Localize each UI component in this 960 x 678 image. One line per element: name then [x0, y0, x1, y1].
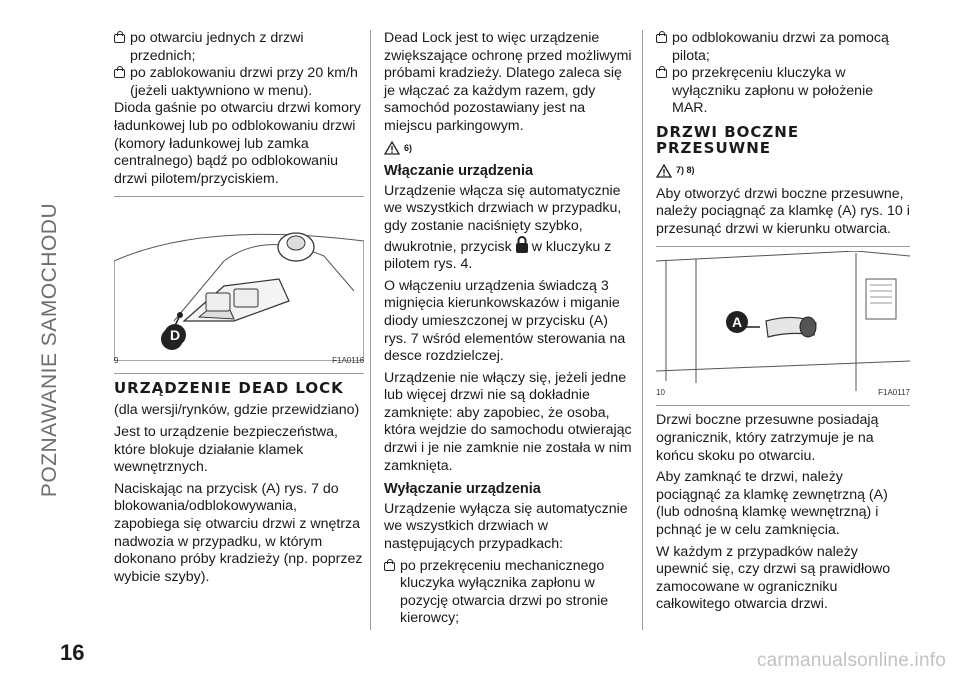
callout-label-d: D [164, 324, 186, 346]
column-1 [114, 30, 364, 590]
paragraph: Drzwi boczne przesuwne posiadają ogranicznik, który zatrzymuje je na końcu skoku po otwarciu. [656, 412, 879, 464]
warning-reference: 6) [384, 140, 634, 158]
bullet-icon [656, 34, 667, 43]
paragraph: Dioda gaśnie po otwarciu drzwi komory ładunkowej lub po odblokowaniu drzwi (komory ładunkowej lub zamka centralnego) bądź po odblokowaniu drzwi pilotem/przyciskiem. [114, 100, 361, 187]
figure-code: F1A0116 [332, 355, 364, 365]
column-3 [656, 30, 910, 618]
bullet-item: po przekręceniu mechanicznego kluczyka wyłącznika zapłonu w pozycję otwarcia drzwi po stronie kierowcy; [384, 558, 634, 628]
bullet-icon [114, 69, 125, 78]
paragraph: Urządzenie nie włączy się, jeżeli jedne lub więcej drzwi nie są dokładnie zamknięte: aby zapobiec, że osoba, która wejdzie do samochodu otwierając drzwi i je nie zamknie nie została w nim zamknięta. [384, 369, 632, 474]
paragraph: Dead Lock jest to więc urządzenie zwiększające ochronę przed możliwymi próbami kradzieży. Dlatego zaleca się je włączać za każdym razem, gdy samochód pozostawiany jest na miejscu parkingowym. [384, 30, 632, 134]
section-heading: DRZWI BOCZNE PRZESUWNE [656, 122, 800, 157]
bullet-item: po przekręceniu kluczyka w wyłączniku zapłonu w położenie MAR. [656, 65, 910, 118]
subheading: Wyłączanie urządzenia [384, 481, 541, 498]
door-switch-illustration [114, 201, 364, 361]
bullet-item: po zablokowaniu drzwi przy 20 km/h (jeżeli uaktywniono w menu). [114, 65, 364, 100]
warning-triangle-icon [656, 164, 672, 178]
column-2 [384, 30, 634, 628]
bullet-icon [114, 34, 125, 43]
warning-reference: 7) 8) [656, 162, 910, 180]
bullet-item: po otwarciu jednych z drzwi przednich; [114, 30, 364, 65]
paragraph: Urządzenie wyłącza się automatycznie we wszystkich drzwiach w następujących przypadkach: [384, 500, 628, 553]
warning-triangle-icon [384, 141, 400, 155]
section-heading: URZĄDZENIE DEAD LOCK [114, 379, 344, 398]
footer-watermark: carmanualsonline.info [756, 650, 946, 671]
figure-code: F1A0117 [878, 387, 910, 397]
column-divider [370, 30, 371, 630]
paragraph: W każdym z przypadków należy upewnić się, czy drzwi są prawidłowo zamocowane w ograniczniku całkowitego otwarcia drzwi. [656, 543, 891, 613]
paragraph: Jest to urządzenie bezpieczeństwa, które blokuje działanie klamek wewnętrznych. [114, 423, 338, 476]
figure-number: 9 [114, 355, 119, 365]
figure-number: 10 [656, 387, 665, 397]
paragraph: O włączeniu urządzenia świadczą 3 mignięcia kierunkowskazów i miganie diody umieszczonej w przycisku (A) rys. 7 wśród elementów sterowania na desce rozdzielczej. [384, 277, 626, 365]
figure-9 [114, 196, 364, 374]
bullet-icon [656, 69, 667, 78]
callout-label-a: A [726, 311, 748, 333]
figure-10 [656, 246, 910, 406]
paragraph: Naciskając na przycisk (A) rys. 7 do blokowania/odblokowywania, zapobiega się otwarciu drzwi z wnętrza nadwozia w przypadku, w którym dokonano próby kradzieży (np. poprzez wybicie szyby). [114, 480, 363, 585]
column-divider [642, 30, 643, 630]
sliding-door-illustration [656, 251, 910, 393]
paragraph: Urządzenie włącza się automatycznie we wszystkich drzwiach w przypadku, gdy zostanie naciśnięty szybko, dwukrotnie, przycisk w kluczyku z pilotem rys. 4. [384, 182, 622, 273]
bullet-item: po odblokowaniu drzwi za pomocą pilota; [656, 30, 910, 65]
paragraph: Aby zamknąć te drzwi, należy pociągnąć za klamkę zewnętrzną (A) (lub odnośną klamkę wewnętrzną) i pchnąć je w celu zamknięcia. [656, 469, 888, 538]
paragraph: (dla wersji/rynków, gdzie przewidziano) [114, 402, 360, 419]
bullet-icon [384, 562, 395, 571]
lock-icon [515, 236, 529, 254]
paragraph: Aby otworzyć drzwi boczne przesuwne, należy pociągnąć za klamkę (A) rys. 10 i przesunąć drzwi w kierunku otwarcia. [656, 185, 910, 237]
subheading: Włączanie urządzenia [384, 163, 534, 180]
side-section-title: POZNAWANIE SAMOCHODU [38, 202, 61, 498]
page-number: 16 [60, 640, 85, 665]
